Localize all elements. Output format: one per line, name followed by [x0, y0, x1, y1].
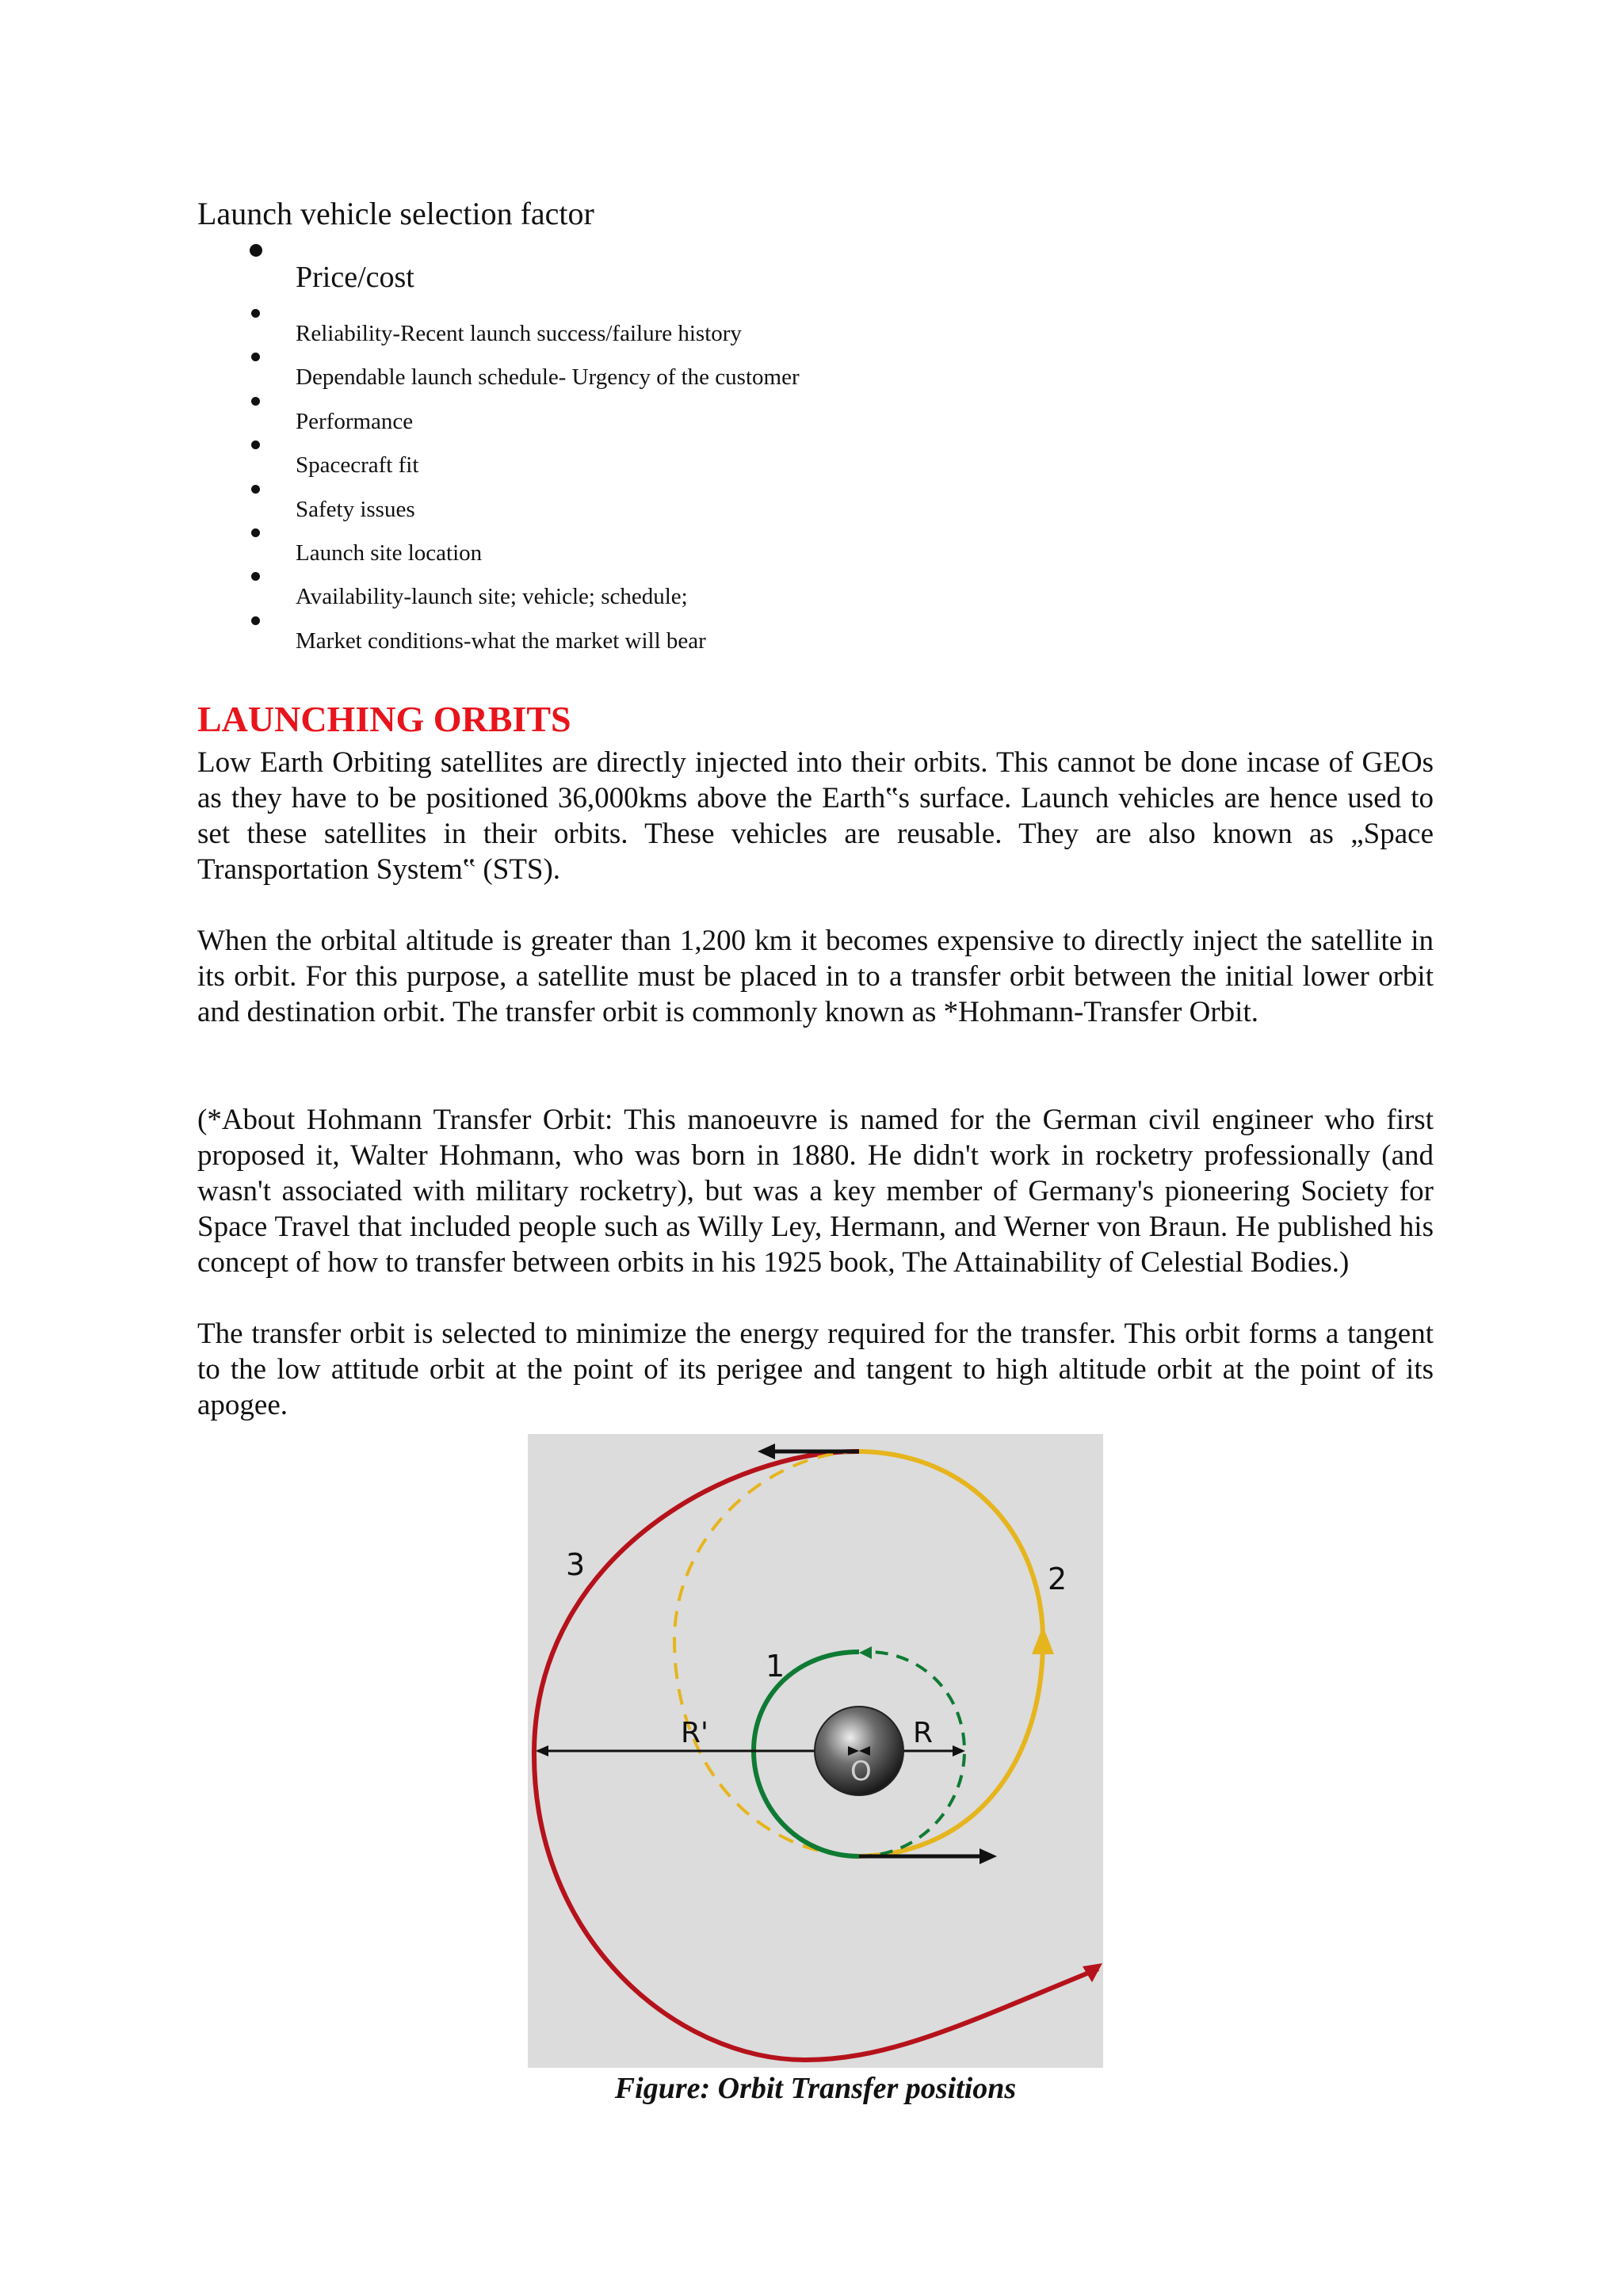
bullet-icon: [251, 572, 260, 581]
orbit-transfer-figure: [528, 1434, 1103, 2068]
list-item-text: Performance: [296, 408, 414, 434]
orbit-1-label: 1: [766, 1649, 785, 1684]
bullet-icon: [251, 441, 260, 449]
r-prime-label: R': [681, 1717, 708, 1749]
paragraph: Low Earth Orbiting satellites are directly injected into their orbits. This cannot be done incase of GEOs as they have to be positioned 36,000kms above the Earth‟s surface. Launch vehicles are hence used to set these satellites in their orbits. These vehicles are reusable. They are also known as „Space Transportation System‟ (STS).: [197, 746, 1434, 886]
list-item: [197, 566, 1307, 609]
bullet-icon: [251, 616, 260, 625]
list-item-text: Spacecraft fit: [296, 452, 419, 479]
list-item-text: Safety issues: [296, 496, 415, 522]
list-item: [197, 434, 1307, 478]
paragraph: The transfer orbit is selected to minimize the energy required for the transfer. This orbit forms a tangent to the low attitude orbit at the point of its perigee and tangent to high altitude orbit at the point of its apogee.: [197, 1318, 1434, 1421]
bullet-icon: [251, 528, 260, 537]
orbit-1-arrow-icon: [859, 1646, 872, 1659]
list-item-text: Market conditions-what the market will bear: [296, 627, 706, 654]
list-item: [197, 522, 1307, 566]
list-item-text: Dependable launch schedule- Urgency of the customer: [296, 364, 800, 391]
list-title: Launch vehicle selection factor: [197, 196, 594, 231]
list-item-text: Reliability-Recent launch success/failure history: [296, 321, 742, 346]
bullet-icon: [251, 397, 260, 406]
list-item: [197, 346, 1307, 390]
r-label: R: [913, 1717, 934, 1749]
orbit-2-label: 2: [1048, 1562, 1067, 1596]
paragraph: When the orbital altitude is greater than 1,200 km it becomes expensive to directly inject the satellite in its orbit. For this purpose, a satellite must be placed in to a transfer orbit between the initial lower orbit and destination orbit. The transfer orbit is commonly known as *Hohmann-Transfer Orbit.: [197, 925, 1434, 1028]
list-item-text: Availability-launch site; vehicle; schedule;: [296, 584, 688, 610]
bullet-icon: [251, 485, 260, 494]
bullet-icon: [251, 353, 260, 361]
list-item: [197, 235, 1307, 303]
list-item: [197, 391, 1307, 434]
section-heading: LAUNCHING ORBITS: [197, 699, 571, 739]
orbit-3-label: 3: [566, 1547, 586, 1582]
list-item: [197, 303, 1307, 346]
figure-caption: Figure: Orbit Transfer positions: [614, 2072, 1017, 2105]
r-prime-arrow-icon: [536, 1745, 548, 1756]
bullet-icon: [251, 309, 260, 318]
velocity-bottom-arrow-icon: [980, 1848, 997, 1864]
list-item-text: Launch site location: [296, 540, 483, 566]
list-item: [197, 479, 1307, 522]
velocity-top-arrow-icon: [758, 1444, 775, 1459]
orbit-2-arrow-icon: [1032, 1626, 1054, 1654]
orbit-diagram: [528, 1434, 1103, 2068]
paragraph: (*About Hohmann Transfer Orbit: This manoeuvre is named for the German civil engineer who first proposed it, Walter Hohmann, who was born in 1880. He didn't work in rocketry professionally (and wasn't associated with military rocketry), but was a key member of Germany's pioneering Society for Space Travel that included people such as Willy Ley, Hermann, and Werner von Braun. He published his concept of how to transfer between orbits in his 1925 book, The Attainability of Celestial Bodies.): [197, 1104, 1434, 1279]
list-item: [197, 610, 1307, 654]
list-item-text: Price/cost: [296, 261, 414, 294]
selection-factor-list: [197, 235, 1307, 654]
origin-label: O: [850, 1756, 872, 1787]
bullet-icon: [250, 244, 262, 257]
